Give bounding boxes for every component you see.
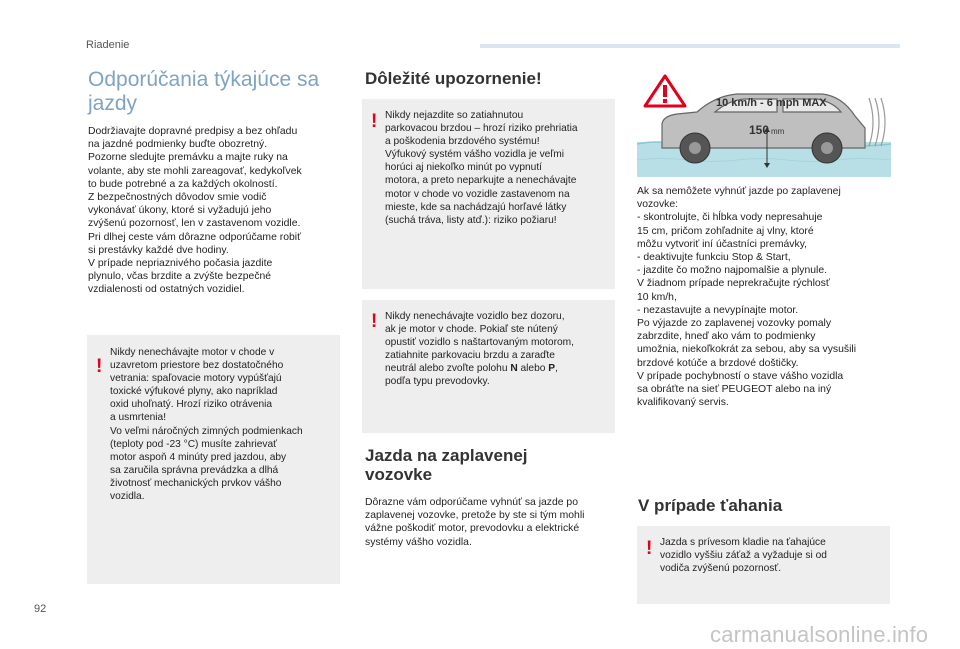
warning-exclamation-icon: ! [371,311,378,332]
section-title-driving-recommendations: Odporúčania týkajúce sa jazdy [88,68,320,115]
gear-position-n: N [510,363,518,375]
speed-limit-label: 10 km/h - 6 mph MAX [716,97,827,109]
flooded-road-instructions: Ak sa nemôžete vyhnúť jazde po zaplavenej vozovke: - skontrolujte, či hĺbka vody nepresahuje 15 cm, pričom zohľadnite aj vlny, ktoré môžu vytvoriť iní účastníci premávky, - deaktivujte funkciu Stop & Start, - jazdite čo možno najpomalšie a plynule. V žiadnom prípade neprekračujte rýchlosť 10 km/h, - nezastavujte a nevypínajte motor. Po výjazde zo zaplavenej vozovky pomaly zabrzdite, hneď ako vám to podmienky umožnia, niekoľkokrát za sebou, aby sa vysušili brzdové kotúče a brzdové doštičky. V prípade pochybností o stave vášho vozidla sa obráťte na sieť PEUGEOT alebo na iný kvalifikovaný servis. [637,186,857,409]
depth-unit-label: mm [771,127,785,136]
driving-recommendations-text: Dodržiavajte dopravné predpisy a bez ohľadu na jazdné podmienky buďte obozretný. Pozorne sledujte premávku a majte ruky na volante, aby ste mohli zareagovať, kedykoľvek to bude potrebné a za každých okolností. Z bezpečnostných dôvodov smie vodič vykonávať úkony, ktoré si vyžadujú jeho zvýšenú pozornosť, len v zastavenom vozidle. Pri dlhej ceste vám dôrazne odporúčame robiť si prestávky každé dve hodiny. V prípade nepriaznivého počasia jazdite plynulo, včas brzdite a zvýšte bezpečné vzdialenosti od ostatných vozidiel. [88,126,302,296]
warning-box-unattended-vehicle [362,300,615,433]
warning-exclamation-icon: ! [646,538,653,559]
warning-text-unattended-vehicle [385,310,613,389]
section-title-important: Dôležité upozornenie! [365,69,542,88]
warning-text-towing: Jazda s prívesom kladie na ťahajúce vozidlo vyššiu záťaž a vyžaduje si od vodiča zvýšenú pozornosť. [660,537,827,575]
warning-exclamation-icon: ! [96,356,103,377]
section-header: Riadenie [86,39,130,51]
section-title-flooded-road: Jazda na zaplavenej vozovke [365,446,528,484]
header-divider [480,44,900,48]
flooded-road-illustration [637,72,891,177]
warning-text-part: alebo [517,363,549,375]
warning-text-engine-enclosed: Nikdy nenechávajte motor v chode v uzavretom priestore bez dostatočného vetrania: spaľovacie motory vypúšťajú toxické výfukové plyny, ako napríklad oxid uhoľnatý. Hrozí riziko otrávenia a usmrtenia! Vo veľmi náročných zimných podmienkach (teploty pod -23 °C) musíte zahrievať motor aspoň 4 minúty pred jazdou, aby sa zaručila správna prevádzka a dlhá životnosť mechanických prvkov vášho vozidla. [110,347,303,503]
warning-text-part: , podľa typu prevodovky. [385,363,558,388]
flooded-road-text: Dôrazne vám odporúčame vyhnúť sa jazde po zaplavenej vozovke, pretože by ste si tým mohli vážne poškodiť motor, prevodovku a elektrické systémy vášho vozidla. [365,497,585,548]
warning-exclamation-icon: ! [371,111,378,132]
warning-box-parking-brake [362,99,615,289]
gear-position-p: P [548,363,556,375]
page-number: 92 [34,603,47,615]
depth-value-label: 150 [749,123,770,137]
site-watermark: carmanualsonline.info [710,622,929,647]
warning-box-towing [637,526,890,604]
warning-text-part: Nikdy nenechávajte vozidlo bez dozoru, ak je motor v chode. Pokiaľ ste nútený opustiť vozidlo s naštartovaným motorom, zatiahnite parkovaciu brzdu a zaraďte neutrál alebo zvoľte polohu [385,311,574,375]
warning-box-engine-enclosed [87,335,340,584]
warning-text-parking-brake: Nikdy nejazdite so zatiahnutou parkovacou brzdou – hrozí riziko prehriatia a poškodenia brzdového systému! Výfukový systém vášho vozidla je veľmi horúci aj niekoľko minút po vypnutí motora, a preto neparkujte a nenechávajte motor v chode vo vozidle zastavenom na mieste, kde sa nachádzajú horľavé látky (suchá tráva, listy atď.): riziko požiaru! [385,110,578,226]
section-title-towing: V prípade ťahania [638,496,783,515]
